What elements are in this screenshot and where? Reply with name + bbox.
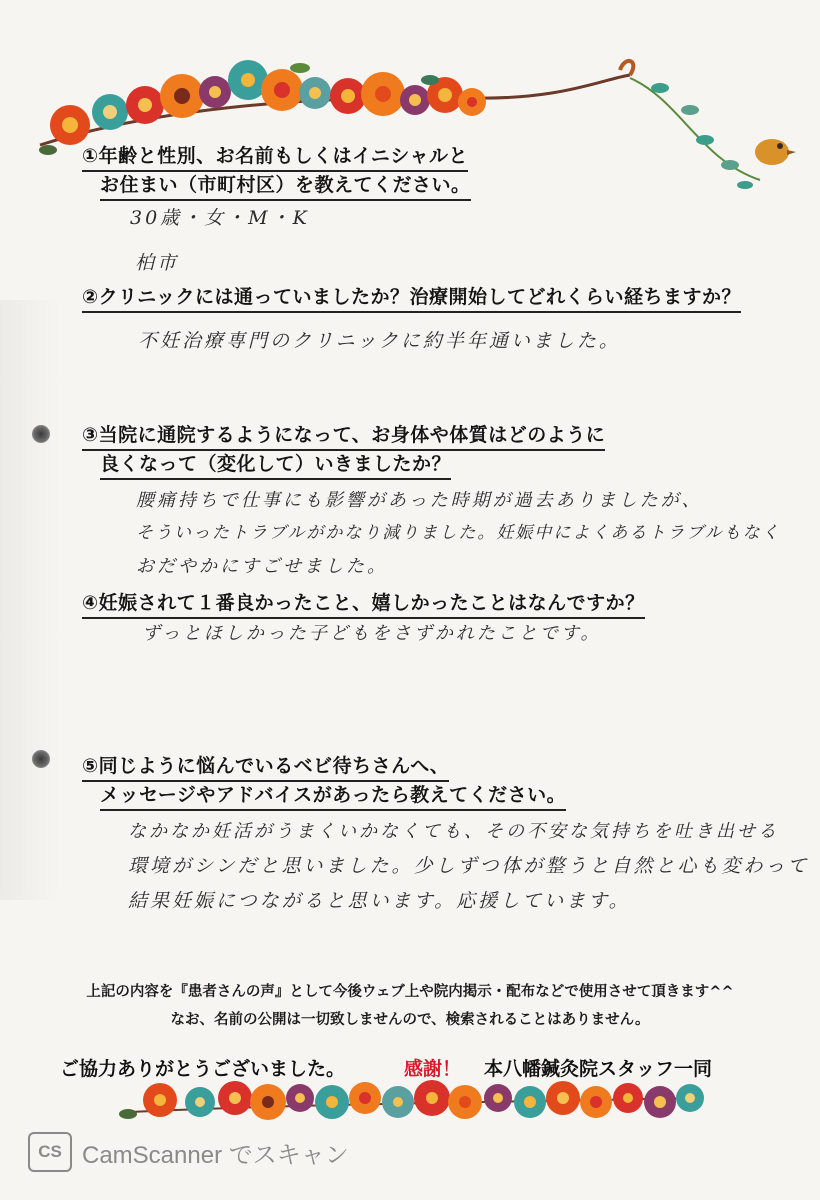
answer-5-line-3: 結果妊娠につながると思います。応援しています。 <box>128 890 631 912</box>
staff-signature: 本八幡鍼灸院スタッフ一同 <box>484 1058 713 1080</box>
question-5-line-2: メッセージやアドバイスがあったら教えてください。 <box>100 782 566 811</box>
usage-notice-line-2: なお、名前の公開は一切致しませんので、検索されることはありません。 <box>170 1012 650 1028</box>
bird-icon <box>755 139 796 165</box>
question-4 <box>82 590 645 619</box>
question-2-line-1: ②クリニックには通っていましたか？治療開始してどれくらい経ちますか？ <box>82 284 741 313</box>
camscanner-watermark <box>28 1132 349 1172</box>
floral-garland-bottom <box>0 1072 820 1132</box>
question-1-line-1: ①年齢と性別、お名前もしくはイニシャルと <box>82 143 468 172</box>
camscanner-text: CamScanner でスキャン <box>82 1141 349 1169</box>
answer-3-line-2: そういったトラブルがかなり減りました。妊娠中によくあるトラブルもなく <box>136 523 781 543</box>
camscanner-logo-icon: CS <box>28 1132 72 1172</box>
usage-notice-line-1: 上記の内容を『患者さんの声』として今後ウェブ上や院内掲示・配布などで使用させて頂きます^^ <box>86 984 734 1000</box>
answer-4: ずっとほしかった子どもをさずかれたことです。 <box>142 623 602 644</box>
answer-5-line-2: 環境がシンだと思いました。少しずつ体が整うと自然と心も変わって <box>128 855 810 877</box>
question-5 <box>82 753 566 811</box>
question-1-line-2: お住まい（市町村区）を教えてください。 <box>100 172 471 201</box>
answer-3-line-3: おだやかにすごせました。 <box>136 556 388 577</box>
answer-5-line-1: なかなか妊活がうまくいかなくても、その不安な気持ちを吐き出せる <box>128 821 779 842</box>
paper-edge <box>0 300 60 900</box>
question-3-line-2: 良くなって（変化して）いきましたか？ <box>100 451 451 480</box>
question-5-line-1: ⑤同じように悩んでいるベビ待ちさんへ、 <box>82 753 449 782</box>
punch-hole-bottom <box>32 750 50 768</box>
answer-3-line-1: 腰痛持ちで仕事にも影響があった時期が過去ありましたが、 <box>136 490 703 511</box>
punch-hole-top <box>32 425 50 443</box>
question-3 <box>82 422 605 480</box>
answer-1-line-2: 柏市 <box>135 252 180 274</box>
question-2 <box>82 284 741 313</box>
thanks-message: ご協力ありがとうございました。 <box>60 1058 346 1080</box>
question-3-line-1: ③当院に通院するようになって、お身体や体質はどのように <box>82 422 605 451</box>
answer-2: 不妊治療専門のクリニックに約半年通いました。 <box>138 330 621 352</box>
question-4-line-1: ④妊娠されて１番良かったこと、嬉しかったことはなんですか？ <box>82 590 645 619</box>
answer-1-line-1: 30歳・女・M・K <box>130 207 310 229</box>
question-1 <box>82 143 471 201</box>
kansha-text: 感謝！ <box>404 1058 462 1080</box>
